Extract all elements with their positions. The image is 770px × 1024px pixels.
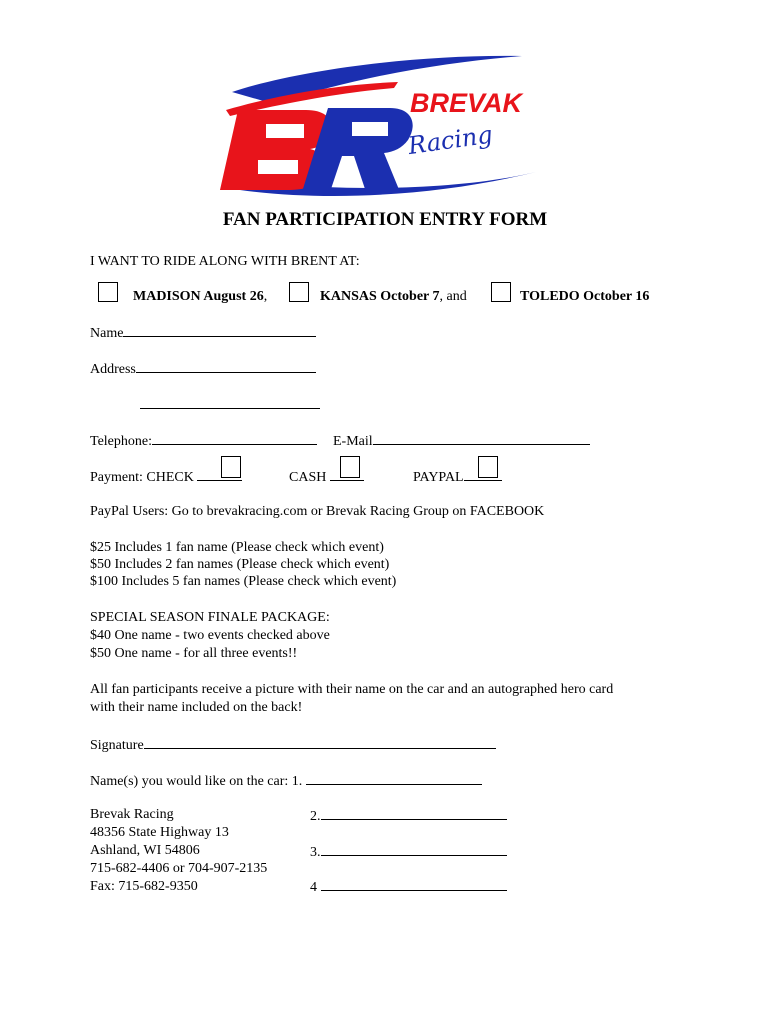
car-names-row-1 xyxy=(90,771,482,791)
address-field-line-1[interactable] xyxy=(136,359,316,373)
telephone-label: Telephone: xyxy=(90,434,152,449)
svg-text:Racing: Racing xyxy=(406,120,495,161)
ride-along-intro: I WANT TO RIDE ALONG WITH BRENT AT: xyxy=(90,254,360,269)
address-field-line-2[interactable] xyxy=(140,395,320,409)
name-label: Name xyxy=(90,326,124,341)
finale-heading: SPECIAL SEASON FINALE PACKAGE: xyxy=(90,610,330,625)
madison-separator: , xyxy=(263,289,268,304)
cash-option-label: CASH xyxy=(289,470,327,485)
kansas-option xyxy=(320,288,467,306)
car-name-3-number: 3. xyxy=(310,845,321,860)
address-label: Address xyxy=(90,362,136,377)
contact-company: Brevak Racing xyxy=(90,807,174,822)
car-name-3-field[interactable] xyxy=(321,842,507,856)
car-names-row-3 xyxy=(310,842,507,862)
name-row xyxy=(90,323,316,343)
madison-checkbox[interactable] xyxy=(98,282,118,302)
car-name-2-number: 2. xyxy=(310,809,321,824)
email-field[interactable] xyxy=(373,431,590,445)
telephone-row xyxy=(90,431,317,451)
logo-graphic xyxy=(218,52,558,202)
contact-street: 48356 State Highway 13 xyxy=(90,825,229,840)
toledo-checkbox[interactable] xyxy=(491,282,511,302)
car-names-label: Name(s) you would like on the car: xyxy=(90,774,289,789)
notice-line-1: All fan participants receive a picture with their name on the car and an autographed hero card xyxy=(90,682,614,697)
paypal-instructions: PayPal Users: Go to brevakracing.com or Brevak Racing Group on FACEBOOK xyxy=(90,504,545,519)
payment-label-row xyxy=(90,467,242,487)
pricing-line-1: $25 Includes 1 fan name (Please check which event) xyxy=(90,540,384,555)
contact-city: Ashland, WI 54806 xyxy=(90,843,200,858)
brevak-racing-logo xyxy=(218,52,558,202)
car-name-4-number: 4 xyxy=(310,880,317,895)
car-names-row-4 xyxy=(310,877,507,897)
email-label: E-Mail xyxy=(333,434,373,449)
toledo-event-label: TOLEDO October 16 xyxy=(520,289,650,304)
contact-fax: Fax: 715-682-9350 xyxy=(90,879,198,894)
check-option-label: CHECK xyxy=(146,470,194,485)
signature-row xyxy=(90,735,496,755)
car-name-4-field[interactable] xyxy=(321,877,507,891)
paypal-payment-checkbox[interactable] xyxy=(478,456,498,478)
kansas-separator: , and xyxy=(439,289,467,304)
kansas-event-label: KANSAS October 7 xyxy=(320,289,440,304)
kansas-checkbox[interactable] xyxy=(289,282,309,302)
pricing-line-2: $50 Includes 2 fan names (Please check which event) xyxy=(90,557,390,572)
madison-option xyxy=(133,288,267,306)
payment-label: Payment: xyxy=(90,470,143,485)
form-title: FAN PARTICIPATION ENTRY FORM xyxy=(222,209,548,230)
address-row-2 xyxy=(140,395,320,415)
svg-text:BREVAK: BREVAK xyxy=(410,88,523,118)
notice-line-2: with their name included on the back! xyxy=(90,700,303,715)
pricing-line-3: $100 Includes 5 fan names (Please check which event) xyxy=(90,574,397,589)
cash-payment-checkbox[interactable] xyxy=(340,456,360,478)
name-field[interactable] xyxy=(123,323,316,337)
car-name-1-number: 1. xyxy=(291,774,303,789)
car-names-row-2 xyxy=(310,806,507,826)
check-payment-checkbox[interactable] xyxy=(221,456,241,478)
contact-phone: 715-682-4406 or 704-907-2135 xyxy=(90,861,268,876)
finale-line-2: $50 One name - for all three events!! xyxy=(90,646,298,661)
signature-field[interactable] xyxy=(144,735,496,749)
car-name-2-field[interactable] xyxy=(321,806,507,820)
telephone-field[interactable] xyxy=(152,431,317,445)
email-row xyxy=(333,431,590,451)
signature-label: Signature xyxy=(90,738,144,753)
address-row xyxy=(90,359,316,379)
paypal-option-label: PAYPAL xyxy=(413,470,464,485)
madison-event-label: MADISON August 26 xyxy=(133,289,264,304)
finale-line-1: $40 One name - two events checked above xyxy=(90,628,330,643)
car-name-1-field[interactable] xyxy=(306,771,482,785)
